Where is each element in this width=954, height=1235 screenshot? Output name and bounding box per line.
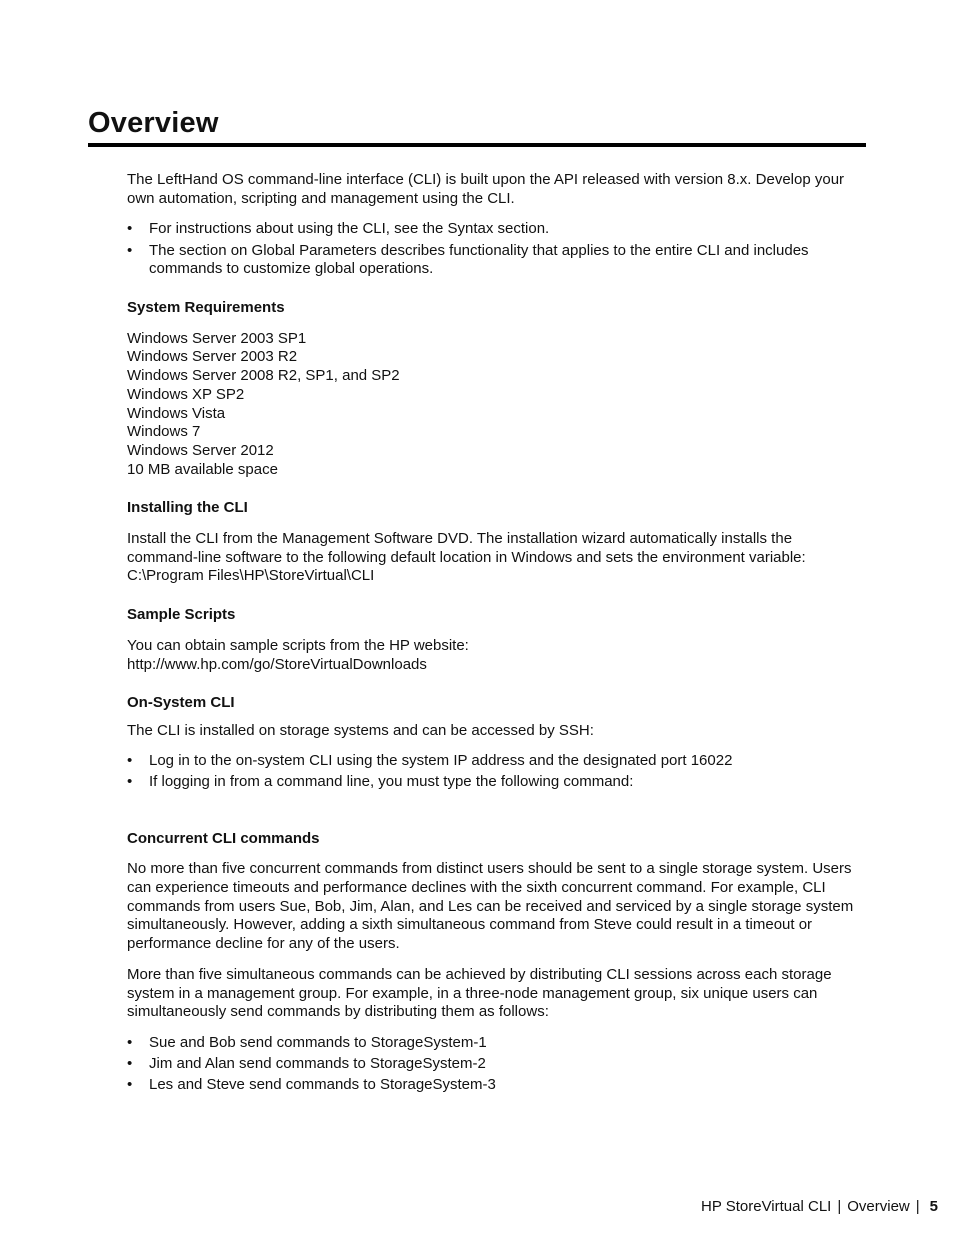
list-item xyxy=(127,220,867,239)
on-system-heading: On-System CLI xyxy=(127,694,235,712)
requirement-item: Windows Server 2003 SP1 xyxy=(127,329,307,347)
concurrent-heading: Concurrent CLI commands xyxy=(127,829,320,847)
list-item xyxy=(127,752,867,771)
list-item xyxy=(127,1055,867,1074)
bullet-icon: • xyxy=(127,772,133,790)
sample-scripts-url: http://www.hp.com/go/StoreVirtualDownloads xyxy=(127,655,427,673)
on-system-bullet-list xyxy=(127,752,867,792)
requirement-item: Windows 7 xyxy=(127,423,201,441)
list-item-text: The section on Global Parameters describes functionality that applies to the entire CLI and includes commands to customize global operations. xyxy=(149,241,809,278)
intro-paragraph: The LeftHand OS command-line interface (CLI) is built upon the API released with version 8.x. Develop your own automation, scripting and management using the CLI. xyxy=(127,171,845,207)
concurrent-paragraph-1: No more than five concurrent commands from distinct users should be sent to a single storage system. Users can experience timeouts and performance declines with the sixth concurrent command. For example, CLI commands from users Sue, Bob, Jim, Alan, and Les can be received and serviced by a single storage system simultaneously. However, adding a sixth simultaneous command from Steve could result in a timeout or performance decline for any of the users. xyxy=(127,860,854,953)
footer-section: Overview xyxy=(847,1198,910,1215)
list-item-text: Sue and Bob send commands to StorageSystem-1 xyxy=(149,1033,487,1051)
title-rule xyxy=(88,143,866,147)
installing-heading: Installing the CLI xyxy=(127,499,248,517)
page-content xyxy=(127,171,867,1098)
on-system-paragraph: The CLI is installed on storage systems and can be accessed by SSH: xyxy=(127,721,594,739)
requirement-item: 10 MB available space xyxy=(127,460,278,478)
list-item-text: For instructions about using the CLI, see the Syntax section. xyxy=(149,220,550,238)
system-requirements-list xyxy=(127,330,867,480)
footer-doc-title: HP StoreVirtual CLI xyxy=(700,1198,832,1215)
list-item xyxy=(127,773,867,792)
footer-separator: | xyxy=(837,1198,842,1215)
concurrent-paragraph-2: More than five simultaneous commands can be achieved by distributing CLI sessions across each storage system in a management group. For example, in a three-node management group, six unique users can simultaneously send commands by distributing them as follows: xyxy=(127,965,832,1021)
bullet-icon: • xyxy=(127,1055,133,1073)
bullet-icon: • xyxy=(127,241,133,259)
bullet-icon: • xyxy=(127,751,133,769)
page-footer xyxy=(701,1197,938,1217)
page-title: Overview xyxy=(88,107,219,139)
sample-scripts-heading: Sample Scripts xyxy=(127,606,236,624)
requirement-item: Windows XP SP2 xyxy=(127,385,245,403)
list-item xyxy=(127,1076,867,1095)
list-item-text: Jim and Alan send commands to StorageSystem-2 xyxy=(149,1055,486,1073)
list-item-text: Log in to the on-system CLI using the system IP address and the designated port 16022 xyxy=(149,751,733,769)
list-item-text: If logging in from a command line, you must type the following command: xyxy=(149,772,634,790)
page-number: 5 xyxy=(929,1198,938,1215)
bullet-icon: • xyxy=(127,1033,133,1051)
list-item xyxy=(127,242,867,279)
requirement-item: Windows Server 2012 xyxy=(127,441,274,459)
sample-scripts-paragraph: You can obtain sample scripts from the HP website: xyxy=(127,636,469,654)
requirement-item: Windows Server 2003 R2 xyxy=(127,348,298,366)
intro-bullet-list xyxy=(127,220,867,279)
system-requirements-heading: System Requirements xyxy=(127,299,285,317)
requirement-item: Windows Server 2008 R2, SP1, and SP2 xyxy=(127,367,400,385)
bullet-icon: • xyxy=(127,1076,133,1094)
installing-paragraph: Install the CLI from the Management Software DVD. The installation wizard automatically installs the command-line software to the following default location in Windows and sets the environment variable: xyxy=(127,530,806,566)
footer-separator: | xyxy=(915,1198,920,1215)
requirement-item: Windows Vista xyxy=(127,404,226,422)
list-item-text: Les and Steve send commands to StorageSystem-3 xyxy=(149,1076,496,1094)
list-item xyxy=(127,1034,867,1053)
bullet-icon: • xyxy=(127,220,133,238)
concurrent-bullet-list xyxy=(127,1034,867,1095)
install-path: C:\Program Files\HP\StoreVirtual\CLI xyxy=(127,567,375,585)
